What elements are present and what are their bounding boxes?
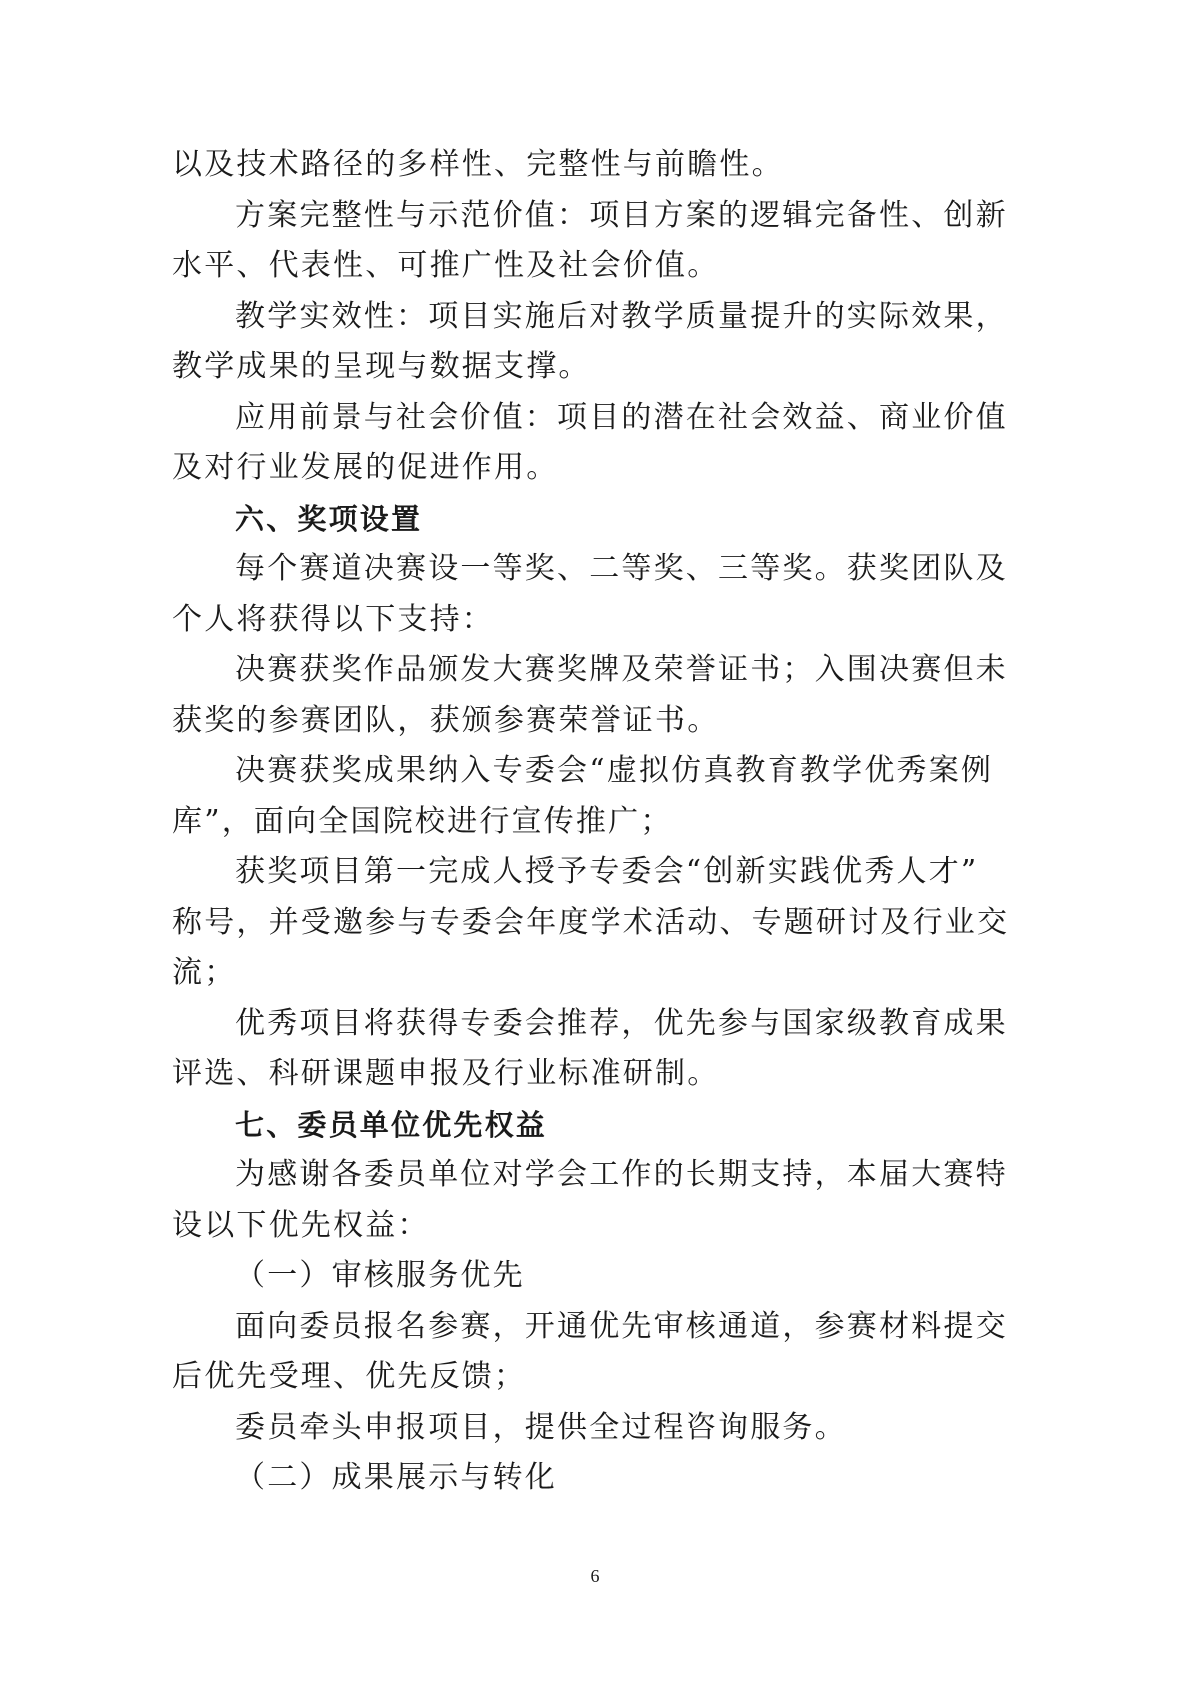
text-line: 获奖项目第一完成人授予专委会“创新实践优秀人才”	[235, 854, 979, 889]
text-line: 后优先受理、优先反馈；	[172, 1359, 527, 1394]
text-line: 每个赛道决赛设一等奖、二等奖、三等奖。获奖团队及	[235, 551, 1008, 586]
text-line: 水平、代表性、可推广性及社会价值。	[172, 248, 720, 283]
text-line: 教学成果的呈现与数据支撑。	[172, 349, 591, 384]
text-line: 决赛获奖作品颁发大赛奖牌及荣誉证书；入围决赛但未	[235, 652, 1008, 687]
text-line: （二）成果展示与转化	[235, 1460, 557, 1495]
text-line: 及对行业发展的促进作用。	[172, 450, 559, 485]
text-line: 库”，面向全国院校进行宣传推广；	[172, 803, 673, 839]
text-line: 委员牵头申报项目，提供全过程咨询服务。	[235, 1409, 847, 1445]
text-line: 称号，并受邀参与专委会年度学术活动、专题研讨及行业交	[172, 904, 1010, 940]
section-heading: 七、委员单位优先权益	[235, 1107, 548, 1142]
text-line: 优秀项目将获得专委会推荐，优先参与国家级教育成果	[235, 1005, 1008, 1041]
text-line: 个人将获得以下支持：	[172, 601, 494, 637]
document-body	[172, 140, 1010, 1504]
text-line: 教学实效性：项目实施后对教学质量提升的实际效果，	[235, 298, 1008, 334]
page-number: 6	[590, 1566, 600, 1586]
text-line: 面向委员报名参赛，开通优先审核通道，参赛材料提交	[235, 1308, 1008, 1344]
text-line: 获奖的参赛团队，获颁参赛荣誉证书。	[172, 702, 720, 738]
text-line: 方案完整性与示范价值：项目方案的逻辑完备性、创新	[235, 197, 1008, 233]
text-line: 决赛获奖成果纳入专委会“虚拟仿真教育教学优秀案例	[235, 753, 994, 788]
text-line: 为感谢各委员单位对学会工作的长期支持，本届大赛特	[235, 1157, 1008, 1192]
section-heading: 六、奖项设置	[235, 501, 423, 536]
text-line: （一）审核服务优先	[235, 1258, 525, 1293]
text-line: 流；	[172, 955, 237, 990]
text-line: 以及技术路径的多样性、完整性与前瞻性。	[172, 147, 784, 182]
text-line: 评选、科研课题申报及行业标准研制。	[172, 1056, 720, 1091]
text-line: 设以下优先权益：	[172, 1207, 430, 1243]
text-line: 应用前景与社会价值：项目的潜在社会效益、商业价值	[235, 399, 1008, 435]
